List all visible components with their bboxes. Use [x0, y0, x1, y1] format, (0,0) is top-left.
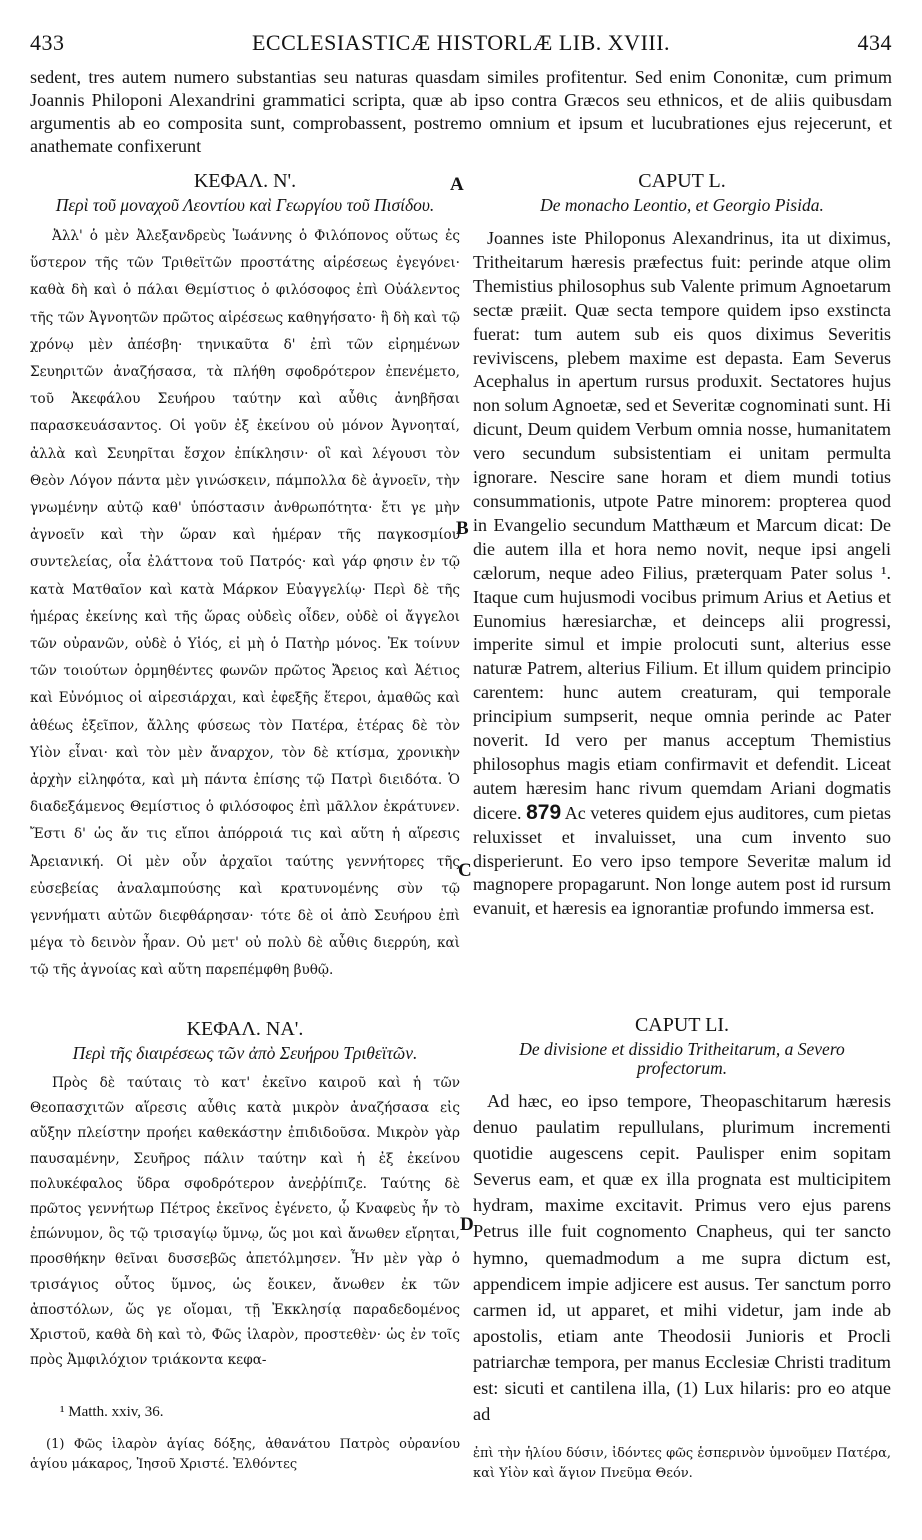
footnote-scripture-ref: ¹ Matth. xxiv, 36.	[60, 1404, 164, 1420]
page-number-right: 434	[857, 30, 892, 55]
latin-column-chapter-51	[473, 1014, 891, 1427]
greek-footnotes	[30, 1403, 460, 1475]
column-number: 879	[526, 800, 562, 824]
running-title: ECCLESIASTICÆ HISTORLÆ LIB. XVIII.	[251, 30, 671, 55]
chapter-51-title-latin: De divisione et dissidio Tritheitarum, a Severo profectorum.	[519, 1039, 845, 1078]
chapter-51-title-greek: Περὶ τῆς διαιρέσεως τῶν ἀπὸ Σευήρου Τριθεϊτῶν.	[72, 1043, 418, 1063]
chapter-51-text-greek: Πρὸς δὲ ταύταις τὸ κατ' ἐκεῖνο καιροῦ καὶ ἡ τῶν Θεοπασχιτῶν αἵρεσις αὖθις κατὰ μικρὸν ἀναζήσασα εἰς αὔξην πλείστην προήει καθεκάστην ἐπιδιδοῦσα. Μικρὸν γὰρ παυσαμένην, Σευῆρος πάλιν ταύτην καὶ ἡ ἐξ ἐκείνου πολυκέφαλος ὕδρα σφοδρότερον ἀνεῤῥίπιζε. Ταύτης δὲ πρῶτος γεννήτωρ Πέτρος ἐκεῖνος ἐγένετο, ᾧ Κναφεὺς ἦν τὸ ἐπώνυμον, ὃς τῷ τρισαγίῳ ὕμνῳ, ὥς μοι καὶ ἄνωθεν εἴρηται, προσθήκην θεῖναι δυσσεβῶς ἀπετόλμησεν. Ἦν μὲν γὰρ ὁ τρισάγιος οὗτος ὕμνος, ὡς ἔοικεν, ἄνωθεν ἐκ τῶν ἀποστόλων, ὥς γε οἴομαι, τῇ Ἐκκλησίᾳ παραδεδομένος Χριστοῦ, καθὰ δὴ καὶ τὸ, Φῶς ἱλαρὸν, προστεθὲν· ὡς ἐν τοῖς πρὸς Ἀμφιλόχιον τριάκοντα κεφα-	[30, 1075, 460, 1369]
chapter-51-heading-greek: ΚΕΦΑΛ. ΝΑ'.	[186, 1018, 304, 1040]
latin-footnotes	[473, 1444, 891, 1484]
footnote-greek-left: (1) Φῶς ἱλαρὸν ἁγίας δόξης, ἀθανάτου Πατρὸς οὐρανίου ἁγίου μάκαρος, Ἰησοῦ Χριστέ. Ἐλθόντες	[30, 1437, 460, 1472]
chapter-50-text-latin-main: Joannes iste Philoponus Alexandrinus, ita ut diximus, Tritheitarum hæresis præfectus fuit: perinde atque olim Themistius philosophus sub Valente primum Agnoetarum sectæ præiit. Quæ secta tempore quidem ipso exstincta fuerat: tum autem sub eis quos diximus Severitis reviviscens, plebem maxime est depasta. Eam Severus Acephalus in apertum rursus produxit. Sectatores hujus non solum Agnoetæ, sed et Severitæ cognominati sunt. Hi dicunt, Deum quidem Verbum omnia nosse, humanitatem vero secundum subsistentiam ei unitam permulta ignorare. Nescire sane horam et diem mundi totius consummationis, utpote Patre minorem: propterea quod in Evangelio secundum Matthæum et Marcum dicat: De die autem illa et hora nemo novit, neque ipsi angeli cælorum, neque adeo Filius, præterquam Pater solus ¹. Itaque cum hujusmodi vocibus primum Arius et Aetius et Eunomius hæresiarchæ, et deinceps alii progressi, imperite simul et impie prolocuti sunt, alterius esse naturæ Patrem, alterius Filium. Et illum quidem principio carentem: hunc autem creaturam, qui temporale principium sumpserit, neque omnia perinde ac Pater noverit. Id vero per manus acceptum Themistius philosophus magis etiam confirmavit et defendit. Liceat autem hæresim hanc rivum quemdam Ariani dogmatis dicere.	[473, 228, 891, 823]
chapter-50-title-greek: Περὶ τοῦ μοναχοῦ Λεοντίου καὶ Γεωργίου τοῦ Πισίδου.	[55, 195, 435, 215]
page-number-left: 433	[30, 30, 65, 55]
chapter-50-text-latin	[473, 227, 891, 921]
latin-column	[473, 170, 891, 921]
chapter-50-heading-greek: ΚΕΦΑΛ. Ν'.	[193, 170, 297, 192]
margin-letter-d: D	[460, 1214, 474, 1235]
greek-column	[30, 170, 460, 985]
chapter-50-heading-latin: CAPUT L.	[638, 170, 726, 192]
margin-letter-a: A	[450, 174, 464, 195]
footnote-greek-right: ἐπὶ τὴν ἡλίου δύσιν, ἰδόντες φῶς ἑσπερινὸν ὑμνοῦμεν Πατέρα, καὶ Υἱὸν καὶ ἅγιον Πνεῦμα Θεόν.	[473, 1446, 891, 1481]
running-head	[30, 30, 892, 60]
chapter-50-text-latin-tail: Ac veteres quidem ejus auditores, cum pietas reluxisset et invaluisset, una cum invento suo disperierunt. Eo vero ipso tempore Severitæ malum id magnopere propagarunt. Non longe autem post id rursum evanuit, et hæresis ea ignorantiæ profundo immersa est.	[473, 802, 891, 919]
chapter-50-text-greek: Ἀλλ' ὁ μὲν Ἀλεξανδρεὺς Ἰωάννης ὁ Φιλόπονος οὕτως ἐς ὕστερον τῆς τῶν Τριθεϊτῶν προστάτης αἱρέσεως ἐγεγόνει· καθὰ δὴ καὶ ὁ πάλαι Θεμίστιος ὁ φιλόσοφος ἐπὶ Οὐάλεντος τῆς τῶν Ἀγνοητῶν πρῶτος αἱρέσεως καθηγήσατο· ἣ δὴ καὶ τῷ χρόνῳ μὲν ἀπέσβη· τηνικαῦτα δ' ἐπὶ τῶν εἰρημένων Σευηριτῶν ἀναζήσασα, τὰ πλήθη σφοδρότερον ἐπενέμετο, τοῦ Ἀκεφάλου Σευήρου ταύτην καὶ αὖθις ἀνηβῆσαι παρασκευάσαντος. Οἱ γοῦν ἐξ ἐκείνου οὐ μόνον Ἀγνοηταί, ἀλλὰ καὶ Σευηρῖται ἔσχον ἐπίκλησιν· οἳ καὶ λέγουσι τὸν Θεὸν Λόγον πάντα μὲν γινώσκειν, πάμπολλα δὲ ἀγνοεῖν, τὴν γνωμένην αὐτῷ καθ' ὑπόστασιν ἀνθρωπότητα· ἔτι γε μὴν ἀγνοεῖν καὶ τὴν ὥραν καὶ ἡμέραν τῆς παγκοσμίου συντελείας, οἷα ἐλάττονα τοῦ Πατρός· καὶ γάρ φησιν ἐν τῷ κατὰ Ματθαῖον καὶ κατὰ Μάρκον Εὐαγγελίῳ· Περὶ δὲ τῆς ἡμέρας ἐκείνης καὶ τῆς ὥρας οὐδεὶς οἶδεν, οὐδὲ οἱ ἄγγελοι τῶν οὐρανῶν, οὐδὲ ὁ Υἱός, εἰ μὴ ὁ Πατὴρ μόνος. Ἐκ τοίνυν τῶν τοιούτων ὁρμηθέντες φωνῶν πρῶτος Ἄρειος καὶ Ἀέτιος καὶ Εὐνόμιος οἱ αἱρεσιάρχαι, καὶ ἐφεξῆς ἕτεροι, ἀμαθῶς καὶ ἀθέως ἐξεῖπον, ἄλλης φύσεως τὸν Πατέρα, ἑτέρας δὲ τὸν Υἱὸν εἶναι· καὶ τὸν μὲν ἄναρχον, τὸν δὲ κτίσμα, χρονικὴν ἀρχὴν εἰληφότα, καὶ μὴ πάντα ἐπίσης τῷ Πατρὶ διειδότα. Ὁ διαδεξάμενος Θεμίστιος ὁ φιλόσοφος ἐπὶ μᾶλλον ἐκράτυνεν. Ἔστι δ' ὡς ἄν τις εἴποι ἀπόρροιά τις καὶ αὕτη ἡ αἵρεσις Ἀρειανική. Οἱ μὲν οὖν ἀρχαῖοι ταύτης γεννήτορες τῆς εὐσεβείας ἀναλαμπούσης καὶ κρατυνομένης σὺν τῷ γεννήματι αὐτῶν διεφθάρησαν· τότε δὲ οἱ ἀπὸ Σευήρου ἐπὶ μέγα τὸ δεινὸν ἦραν. Οὐ μετ' οὐ πολὺ δὲ αὖθις διερρύη, καὶ τῷ τῆς ἀγνοίας καὶ αὕτη παρεπέμφθη βυθῷ.	[30, 228, 460, 979]
chapter-51-heading-latin: CAPUT LI.	[634, 1014, 730, 1036]
chapter-51-text-latin: Ad hæc, eo ipso tempore, Theopaschitarum hæresis denuo paulatim repullulans, plurimum incrementi quotidie augescens cepit. Paulisper enim sopitam Severus eam, et quæ ex illa prognata est multicipitem hydram, maxime excitavit. Primus vero ejus parens Petrus ille fuit cognomento Cnapheus, qui ter sancto hymno, quemadmodum a me supra dictum est, appendicem impie adjicere est ausus. Ter sanctum porro carmen id, ut apparet, et mihi videtur, jam inde ab apostolis, etiam ante Theodosii Junioris et Procli patriarchæ tempora, per manus Ecclesiæ Christi traditum est: sicuti et cantilena illa, (1) Lux hilaris: pro eo atque ad	[473, 1091, 891, 1425]
intro-paragraph: sedent, tres autem numero substantias seu naturas quasdam similes profitentur. Sed enim Cononitæ, cum primum Joannis Philoponi Alexandrini grammatici scripta, quæ ab ipso contra Græcos seu ethnicos, et de aliis quibusdam argumentis ab eo composita sunt, comprobassent, postremo omnium et ipsum et lucubrationes ejus rejecerunt, et anathemate confixerunt	[30, 67, 892, 156]
margin-letter-c: C	[458, 860, 472, 881]
chapter-50-title-latin: De monacho Leontio, et Georgio Pisida.	[540, 195, 824, 215]
margin-letter-b: B	[456, 518, 469, 539]
greek-column-chapter-51	[30, 1018, 460, 1373]
